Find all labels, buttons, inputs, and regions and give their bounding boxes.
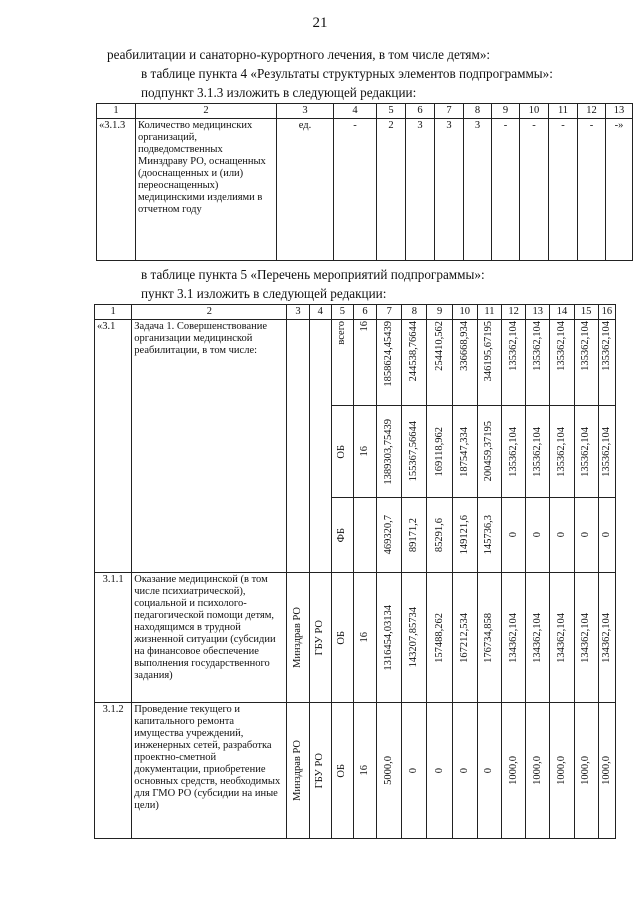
- item-name: Оказание медицинской (в том числе психиатрической), социальной и психолого-педагогической помощи детям, находящимся в трудной жизненной ситуации (субсидии на финансовое обеспечение выполнения государственного задания): [132, 573, 287, 703]
- results-table: [96, 103, 633, 261]
- value-cell: 1000,0: [555, 756, 567, 785]
- table2-header-cell: 3: [287, 305, 309, 320]
- table1-header-cell: 5: [377, 104, 406, 119]
- intro-line-1: реабилитации и санаторно-курортного лечения, в том числе детям»:: [107, 47, 491, 62]
- value-cell: 0: [580, 532, 592, 538]
- value-cell: 135362,104: [555, 321, 567, 371]
- table2-header-cell: 2: [132, 305, 287, 320]
- value-cell: 134362,104: [600, 612, 612, 663]
- item-number: 3.1.2: [95, 703, 132, 839]
- value-cell: 135362,104: [600, 321, 612, 371]
- table-row: [95, 573, 616, 703]
- value-cell: 135362,104: [531, 426, 543, 477]
- table1-header-cell: 13: [606, 104, 633, 119]
- mid-line-1: в таблице пункта 5 «Перечень мероприятий подпрограммы»:: [141, 267, 485, 282]
- intro-line-2: в таблице пункта 4 «Результаты структурных элементов подпрограммы»:: [141, 66, 553, 81]
- row-number: «3.1.3: [97, 119, 136, 261]
- table2-header-cell: 6: [353, 305, 376, 320]
- table-row: [95, 320, 616, 406]
- value-cell: 0: [483, 767, 495, 774]
- empty-cell: [309, 320, 331, 573]
- value-cell: 176734,858: [483, 612, 495, 663]
- table2-header-cell: 16: [598, 305, 615, 320]
- value-cell: 1316454,03134: [383, 604, 395, 671]
- value-cell: -: [334, 119, 377, 261]
- value-cell: 2: [377, 119, 406, 261]
- value-cell: -: [492, 119, 520, 261]
- table2-header-cell: 11: [477, 305, 501, 320]
- mid-line-2: пункт 3.1 изложить в следующей редакции:: [141, 286, 387, 301]
- value-cell: 135362,104: [580, 426, 592, 477]
- value-cell: 135362,104: [580, 321, 592, 371]
- funding-source: ОБ: [336, 630, 348, 645]
- table1-header-row: [97, 104, 633, 119]
- table2-header-cell: 14: [550, 305, 574, 320]
- table2-header-row: [95, 305, 616, 320]
- funding-source: ОБ: [336, 763, 348, 778]
- value-cell: -: [578, 119, 606, 261]
- table1-header-cell: 4: [334, 104, 377, 119]
- value-cell: 0: [408, 767, 420, 774]
- value-cell: 3: [464, 119, 492, 261]
- executor-cell: Минздрав РО: [292, 607, 304, 668]
- value-cell: 135362,104: [507, 426, 519, 477]
- value-cell: 134362,104: [555, 612, 567, 663]
- intro-line-3: подпункт 3.1.3 изложить в следующей редакции:: [141, 85, 417, 100]
- value-cell: 244538,76644: [408, 321, 420, 382]
- value-cell: 1000,0: [531, 756, 543, 785]
- value-cell: -»: [606, 119, 633, 261]
- value-cell: 134362,104: [580, 612, 592, 663]
- item-number: 3.1.1: [95, 573, 132, 703]
- empty-cell: [287, 320, 309, 573]
- value-cell: 3: [435, 119, 464, 261]
- table1-header-cell: 1: [97, 104, 136, 119]
- table2-header-cell: 5: [331, 305, 353, 320]
- table2-header-cell: 10: [452, 305, 477, 320]
- table1-header-cell: 2: [136, 104, 277, 119]
- table2-header-cell: 12: [502, 305, 526, 320]
- table2-header-cell: 7: [377, 305, 402, 320]
- value-cell: 469320,7: [383, 515, 395, 555]
- value-cell: 145736,3: [483, 515, 495, 555]
- value-cell: 1389303,75439: [383, 418, 395, 485]
- participant-cell: ГБУ РО: [314, 752, 326, 789]
- code-cell: 16: [359, 765, 371, 776]
- value-cell: 135362,104: [507, 321, 519, 371]
- table1-header-cell: 7: [435, 104, 464, 119]
- table1-header-cell: 11: [549, 104, 578, 119]
- funding-source: ФБ: [336, 527, 348, 543]
- table1-header-cell: 6: [406, 104, 435, 119]
- code-cell: 16: [359, 632, 371, 643]
- value-cell: 1000,0: [507, 756, 519, 785]
- value-cell: 157488,262: [433, 612, 445, 663]
- value-cell: 0: [433, 767, 445, 774]
- executor-cell: Минздрав РО: [292, 740, 304, 801]
- value-cell: 89171,2: [408, 517, 420, 553]
- value-cell: 346195,67195: [483, 321, 495, 382]
- activities-table: [94, 304, 616, 839]
- value-cell: 3: [406, 119, 435, 261]
- item-name: Проведение текущего и капитального ремонта имущества учреждений, инженерных сетей, разработка проектно-сметной документации, приобретение основных средств, необходимых для ГМО РО (субсидии на иные цели): [132, 703, 287, 839]
- table1-header-cell: 12: [578, 104, 606, 119]
- table2-header-cell: 4: [309, 305, 331, 320]
- table2-header-cell: 8: [402, 305, 427, 320]
- value-cell: 143207,85734: [408, 607, 420, 668]
- participant-cell: ГБУ РО: [314, 619, 326, 656]
- value-cell: 135362,104: [531, 321, 543, 371]
- code-cell: 16: [359, 446, 371, 457]
- task-number: «3.1: [95, 320, 132, 573]
- value-cell: 0: [531, 532, 543, 538]
- table1-header-cell: 10: [520, 104, 549, 119]
- unit-cell: ед.: [277, 119, 334, 261]
- value-cell: 1000,0: [580, 756, 592, 785]
- value-cell: 5000,0: [383, 756, 395, 785]
- value-cell: 0: [555, 532, 567, 538]
- value-cell: 134362,104: [531, 612, 543, 663]
- value-cell: 135362,104: [555, 426, 567, 477]
- value-cell: 0: [600, 532, 612, 538]
- value-cell: 167212,534: [458, 612, 470, 663]
- table2-header-cell: 9: [427, 305, 452, 320]
- value-cell: 200459,37195: [483, 421, 495, 482]
- table1-header-cell: 8: [464, 104, 492, 119]
- code-cell: 16: [359, 321, 371, 332]
- value-cell: -: [549, 119, 578, 261]
- value-cell: 187547,334: [458, 426, 470, 477]
- funding-source: ОБ: [336, 444, 348, 459]
- value-cell: 169118,962: [433, 426, 445, 477]
- table2-header-cell: 15: [574, 305, 598, 320]
- table-row: [95, 703, 616, 839]
- value-cell: 254410,562: [433, 321, 445, 371]
- value-cell: 0: [507, 532, 519, 538]
- value-cell: 1000,0: [600, 756, 612, 785]
- value-cell: 85291,6: [433, 517, 445, 553]
- value-cell: 155367,56644: [408, 421, 420, 482]
- table2-header-cell: 1: [95, 305, 132, 320]
- value-cell: 0: [458, 767, 470, 774]
- table2-header-cell: 13: [526, 305, 550, 320]
- funding-source: всего: [336, 321, 348, 345]
- value-cell: -: [520, 119, 549, 261]
- page-number: 21: [312, 15, 328, 31]
- value-cell: 134362,104: [507, 612, 519, 663]
- value-cell: 149121,6: [458, 515, 470, 555]
- table-row: [97, 119, 633, 261]
- task-name: Задача 1. Совершенствование организации медицинской реабилитации, в том числе:: [132, 320, 287, 573]
- value-cell: 135362,104: [600, 426, 612, 477]
- indicator-name: Количество медицинских организаций, подведомственных Минздраву РО, оснащенных (дооснащенных и (или) переоснащенных) медицинскими изделиями в отчетном году: [136, 119, 277, 261]
- value-cell: 1858624,45439: [383, 321, 395, 387]
- table1-header-cell: 9: [492, 104, 520, 119]
- value-cell: 336668,934: [458, 321, 470, 371]
- table1-header-cell: 3: [277, 104, 334, 119]
